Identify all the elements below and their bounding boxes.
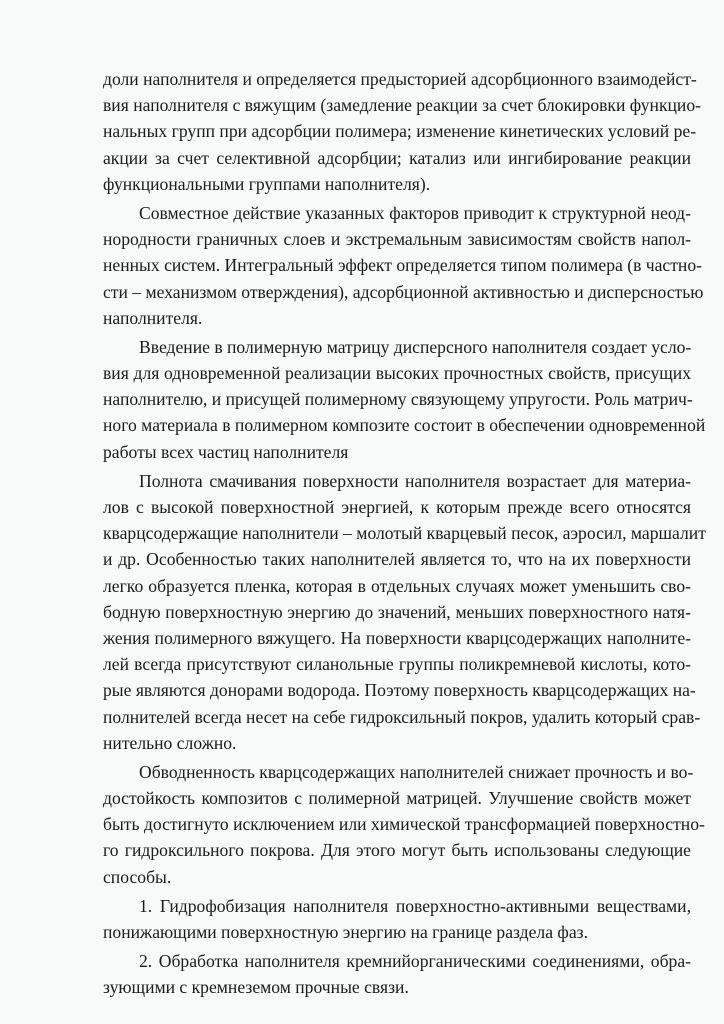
text-line: и др. Особенностью таких наполнителей является то, что на их поверхности	[103, 549, 691, 570]
text-line: нительно сложно.	[103, 732, 237, 753]
text-line: сти – механизмом отверждения), адсорбционной активностью и дисперсностью	[103, 281, 704, 302]
text-line: способы.	[103, 866, 172, 887]
paragraph-combined-factors	[103, 200, 704, 331]
text-line: ного материала в полимерном композите состоит в обеспечении одновременной	[103, 415, 706, 436]
document-page	[103, 66, 706, 1001]
text-line: достойкость композитов с полимерной матрицей. Улучшение свойств может	[103, 788, 691, 809]
text-line: лов с высокой поверхностной энергией, к которым прежде всего относятся	[103, 497, 691, 517]
text-line: акции за счет селективной адсорбции; катализ или ингибирование реакции	[103, 147, 691, 168]
text-line: ненных систем. Интегральный эффект определяется типом полимера (в частно-	[103, 255, 702, 276]
text-line: нальных групп при адсорбции полимера; изменение кинетических условий ре-	[103, 121, 697, 142]
text-line: доли наполнителя и определяется предысторией адсорбционного взаимодейст-	[103, 69, 697, 89]
paragraph-adsorption-history	[103, 66, 701, 197]
text-line: нородности граничных слоев и экстремальным зависимостям свойств напол-	[103, 229, 691, 250]
paragraph-wetting	[103, 468, 706, 756]
text-line: 1. Гидрофобизация наполнителя поверхностно-активными веществами,	[139, 895, 691, 916]
text-line: быть достигнуто исключением или химической трансформацией поверхностно-	[103, 814, 705, 835]
text-line: наполнителя.	[103, 307, 203, 328]
text-line: понижающими поверхностную энергию на границе раздела фаз.	[103, 922, 588, 942]
text-line: го гидроксильного покрова. Для этого могут быть использованы следующие	[103, 840, 691, 861]
text-line: Совместное действие указанных факторов приводит к структурной неод-	[139, 202, 691, 223]
paragraph-filler-introduction	[103, 334, 706, 465]
text-line: лей всегда присутствуют силанольные группы поликремневой кислоты, кото-	[103, 654, 691, 675]
text-line: вия для одновременной реализации высоких прочностных свойств, присущих	[103, 363, 691, 384]
text-line: Обводненность кварцсодержащих наполнителей снижает прочность и во-	[139, 761, 694, 782]
text-line: зующими с кремнеземом прочные связи.	[103, 977, 409, 998]
list-item-organosilicon-treatment	[103, 948, 691, 1000]
list-item-hydrophobization	[103, 893, 691, 945]
text-line: функциональными группами наполнителя).	[103, 173, 431, 194]
paragraph-water-content	[103, 759, 705, 890]
text-line: рые являются донорами водорода. Поэтому поверхность кварцсодержащих на-	[103, 680, 696, 701]
text-line: Введение в полимерную матрицу дисперсного наполнителя создает усло-	[139, 336, 692, 357]
text-line: вия наполнителя с вяжущим (замедление реакции за счет блокировки функцио-	[103, 95, 701, 116]
text-line: наполнителю, и присущей полимерному связующему упругости. Роль матрич-	[103, 389, 693, 410]
text-line: работы всех частиц наполнителя	[103, 441, 349, 462]
text-line: бодную поверхностную энергию до значений, меньших поверхностного натя-	[103, 601, 691, 622]
text-line: кварцсодержащие наполнители – молотый кварцевый песок, аэросил, маршалит	[103, 523, 706, 544]
text-line: Полнота смачивания поверхности наполнителя возрастает для материа-	[139, 470, 691, 491]
text-line: жения полимерного вяжущего. На поверхности кварцсодержащих наполните-	[103, 627, 691, 648]
text-line: 2. Обработка наполнителя кремнийорганическими соединениями, обра-	[139, 951, 691, 972]
text-line: легко образуется пленка, которая в отдельных случаях может уменьшить сво-	[103, 575, 691, 596]
text-line: полнителей всегда несет на себе гидроксильный покров, удалить который срав-	[103, 706, 701, 727]
